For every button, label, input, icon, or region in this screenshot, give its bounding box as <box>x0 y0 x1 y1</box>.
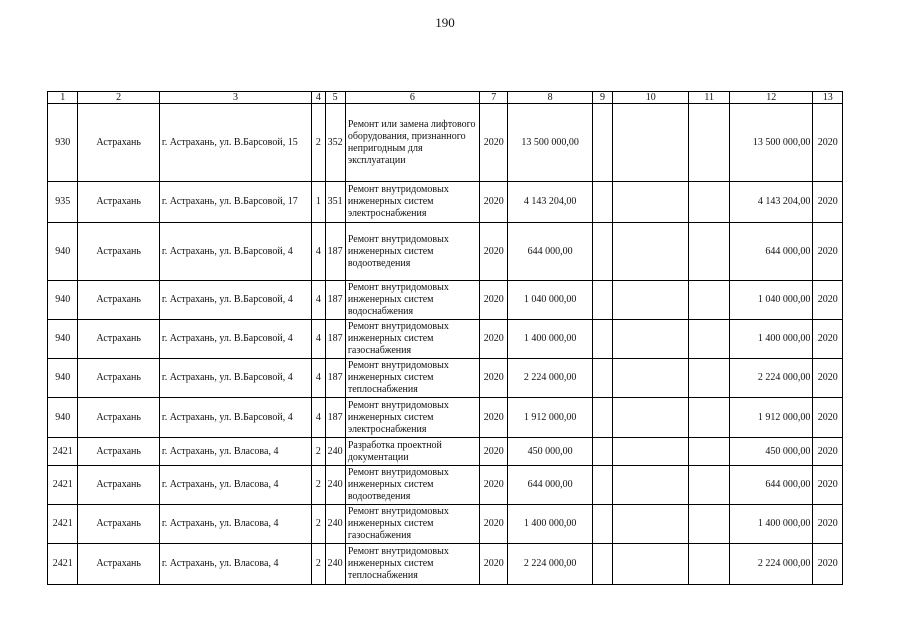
table-row <box>48 104 843 182</box>
cell-total: 2 224 000,00 <box>730 544 813 585</box>
cell-work: Ремонт внутридомовых инженерных систем водоотведения <box>345 223 479 281</box>
cell-c5: 240 <box>325 466 345 505</box>
cell-address: г. Астрахань, ул. В.Барсовой, 4 <box>159 320 311 359</box>
cell-c10 <box>613 398 689 438</box>
cell-address: г. Астрахань, ул. Власова, 4 <box>159 544 311 585</box>
cell-year2: 2020 <box>813 223 843 281</box>
cell-address: г. Астрахань, ул. Власова, 4 <box>159 505 311 544</box>
cell-work: Ремонт внутридомовых инженерных систем теплоснабжения <box>345 544 479 585</box>
cell-c10 <box>613 320 689 359</box>
cell-year: 2020 <box>480 281 508 320</box>
cell-total: 1 400 000,00 <box>730 505 813 544</box>
cell-amount: 644 000,00 <box>508 466 592 505</box>
cell-c10 <box>613 359 689 398</box>
cell-city: Астрахань <box>78 281 159 320</box>
cell-c11 <box>689 398 730 438</box>
cell-amount: 1 400 000,00 <box>508 320 592 359</box>
cell-c5: 352 <box>325 104 345 182</box>
cell-year2: 2020 <box>813 544 843 585</box>
cell-city: Астрахань <box>78 320 159 359</box>
cell-c4: 4 <box>312 320 325 359</box>
cell-c11 <box>689 505 730 544</box>
cell-address: г. Астрахань, ул. В.Барсовой, 17 <box>159 182 311 223</box>
cell-c5: 187 <box>325 223 345 281</box>
cell-work: Разработка проектной документации <box>345 438 479 466</box>
cell-c9 <box>592 438 612 466</box>
cell-amount: 2 224 000,00 <box>508 359 592 398</box>
cell-c9 <box>592 223 612 281</box>
cell-year: 2020 <box>480 182 508 223</box>
cell-c9 <box>592 359 612 398</box>
cell-c4: 2 <box>312 466 325 505</box>
cell-year: 2020 <box>480 505 508 544</box>
cell-city: Астрахань <box>78 359 159 398</box>
cell-amount: 644 000,00 <box>508 223 592 281</box>
cell-c5: 187 <box>325 359 345 398</box>
cell-total: 13 500 000,00 <box>730 104 813 182</box>
cell-year: 2020 <box>480 466 508 505</box>
cell-year: 2020 <box>480 359 508 398</box>
cell-c5: 187 <box>325 281 345 320</box>
cell-c9 <box>592 544 612 585</box>
table-row <box>48 466 843 505</box>
cell-city: Астрахань <box>78 544 159 585</box>
cell-year: 2020 <box>480 223 508 281</box>
cell-year2: 2020 <box>813 104 843 182</box>
table-row <box>48 359 843 398</box>
cell-c5: 240 <box>325 505 345 544</box>
column-header: 12 <box>730 92 813 104</box>
cell-id: 940 <box>48 359 78 398</box>
cell-c4: 2 <box>312 544 325 585</box>
cell-c9 <box>592 104 612 182</box>
cell-year2: 2020 <box>813 320 843 359</box>
cell-address: г. Астрахань, ул. В.Барсовой, 15 <box>159 104 311 182</box>
cell-address: г. Астрахань, ул. В.Барсовой, 4 <box>159 281 311 320</box>
cell-c5: 187 <box>325 320 345 359</box>
table-body <box>48 92 843 585</box>
cell-c4: 4 <box>312 359 325 398</box>
cell-c11 <box>689 438 730 466</box>
cell-address: г. Астрахань, ул. Власова, 4 <box>159 466 311 505</box>
cell-c9 <box>592 505 612 544</box>
table-row <box>48 281 843 320</box>
cell-amount: 1 040 000,00 <box>508 281 592 320</box>
cell-work: Ремонт внутридомовых инженерных систем электроснабжения <box>345 398 479 438</box>
column-header: 13 <box>813 92 843 104</box>
cell-c9 <box>592 398 612 438</box>
cell-c11 <box>689 104 730 182</box>
cell-amount: 2 224 000,00 <box>508 544 592 585</box>
cell-amount: 13 500 000,00 <box>508 104 592 182</box>
column-header: 6 <box>345 92 479 104</box>
column-header: 5 <box>325 92 345 104</box>
cell-year: 2020 <box>480 438 508 466</box>
cell-c5: 351 <box>325 182 345 223</box>
cell-id: 940 <box>48 398 78 438</box>
cell-total: 644 000,00 <box>730 466 813 505</box>
cell-c4: 1 <box>312 182 325 223</box>
cell-c4: 4 <box>312 223 325 281</box>
cell-work: Ремонт внутридомовых инженерных систем электроснабжения <box>345 182 479 223</box>
cell-work: Ремонт внутридомовых инженерных систем водоснабжения <box>345 281 479 320</box>
cell-c10 <box>613 505 689 544</box>
cell-year: 2020 <box>480 544 508 585</box>
cell-address: г. Астрахань, ул. В.Барсовой, 4 <box>159 359 311 398</box>
cell-id: 940 <box>48 320 78 359</box>
cell-amount: 450 000,00 <box>508 438 592 466</box>
cell-c11 <box>689 466 730 505</box>
cell-c11 <box>689 281 730 320</box>
cell-year: 2020 <box>480 320 508 359</box>
cell-id: 930 <box>48 104 78 182</box>
table-row <box>48 223 843 281</box>
cell-total: 1 040 000,00 <box>730 281 813 320</box>
cell-c9 <box>592 320 612 359</box>
cell-year2: 2020 <box>813 398 843 438</box>
cell-c9 <box>592 281 612 320</box>
table-row <box>48 398 843 438</box>
cell-total: 4 143 204,00 <box>730 182 813 223</box>
cell-c5: 187 <box>325 398 345 438</box>
cell-work: Ремонт или замена лифтового оборудования, признанного непригодным для эксплуатации <box>345 104 479 182</box>
column-header: 11 <box>689 92 730 104</box>
cell-city: Астрахань <box>78 398 159 438</box>
cell-year: 2020 <box>480 104 508 182</box>
cell-amount: 4 143 204,00 <box>508 182 592 223</box>
cell-c9 <box>592 466 612 505</box>
column-header: 10 <box>613 92 689 104</box>
header-row <box>48 92 843 104</box>
cell-amount: 1 400 000,00 <box>508 505 592 544</box>
cell-total: 644 000,00 <box>730 223 813 281</box>
cell-c10 <box>613 182 689 223</box>
cell-year2: 2020 <box>813 182 843 223</box>
cell-c11 <box>689 320 730 359</box>
column-header: 9 <box>592 92 612 104</box>
cell-c4: 2 <box>312 104 325 182</box>
cell-year2: 2020 <box>813 505 843 544</box>
cell-address: г. Астрахань, ул. Власова, 4 <box>159 438 311 466</box>
cell-total: 1 912 000,00 <box>730 398 813 438</box>
column-header: 2 <box>78 92 159 104</box>
cell-c10 <box>613 104 689 182</box>
column-header: 3 <box>159 92 311 104</box>
cell-c4: 4 <box>312 281 325 320</box>
cell-total: 1 400 000,00 <box>730 320 813 359</box>
cell-city: Астрахань <box>78 466 159 505</box>
cell-c5: 240 <box>325 438 345 466</box>
cell-city: Астрахань <box>78 438 159 466</box>
cell-c10 <box>613 223 689 281</box>
cell-city: Астрахань <box>78 223 159 281</box>
cell-work: Ремонт внутридомовых инженерных систем газоснабжения <box>345 320 479 359</box>
cell-city: Астрахань <box>78 104 159 182</box>
cell-c9 <box>592 182 612 223</box>
table-row <box>48 182 843 223</box>
cell-id: 2421 <box>48 466 78 505</box>
cell-id: 2421 <box>48 544 78 585</box>
table-row <box>48 320 843 359</box>
cell-c10 <box>613 281 689 320</box>
cell-address: г. Астрахань, ул. В.Барсовой, 4 <box>159 398 311 438</box>
cell-c10 <box>613 466 689 505</box>
table-row <box>48 544 843 585</box>
cell-address: г. Астрахань, ул. В.Барсовой, 4 <box>159 223 311 281</box>
works-table <box>47 91 843 585</box>
cell-city: Астрахань <box>78 505 159 544</box>
page-number: 190 <box>435 15 455 30</box>
table-row <box>48 438 843 466</box>
cell-year2: 2020 <box>813 466 843 505</box>
cell-c4: 2 <box>312 505 325 544</box>
cell-id: 2421 <box>48 505 78 544</box>
cell-id: 2421 <box>48 438 78 466</box>
cell-c11 <box>689 182 730 223</box>
cell-c10 <box>613 544 689 585</box>
column-header: 4 <box>312 92 325 104</box>
cell-year2: 2020 <box>813 281 843 320</box>
cell-id: 940 <box>48 223 78 281</box>
cell-work: Ремонт внутридомовых инженерных систем теплоснабжения <box>345 359 479 398</box>
column-header: 8 <box>508 92 592 104</box>
cell-year2: 2020 <box>813 359 843 398</box>
cell-c11 <box>689 544 730 585</box>
cell-c11 <box>689 223 730 281</box>
cell-work: Ремонт внутридомовых инженерных систем водоотведения <box>345 466 479 505</box>
column-header: 1 <box>48 92 78 104</box>
cell-id: 935 <box>48 182 78 223</box>
cell-id: 940 <box>48 281 78 320</box>
cell-work: Ремонт внутридомовых инженерных систем газоснабжения <box>345 505 479 544</box>
cell-amount: 1 912 000,00 <box>508 398 592 438</box>
column-header: 7 <box>480 92 508 104</box>
cell-city: Астрахань <box>78 182 159 223</box>
cell-c4: 4 <box>312 398 325 438</box>
cell-total: 2 224 000,00 <box>730 359 813 398</box>
table-row <box>48 505 843 544</box>
cell-c10 <box>613 438 689 466</box>
cell-year: 2020 <box>480 398 508 438</box>
cell-c11 <box>689 359 730 398</box>
cell-total: 450 000,00 <box>730 438 813 466</box>
cell-c4: 2 <box>312 438 325 466</box>
cell-year2: 2020 <box>813 438 843 466</box>
cell-c5: 240 <box>325 544 345 585</box>
